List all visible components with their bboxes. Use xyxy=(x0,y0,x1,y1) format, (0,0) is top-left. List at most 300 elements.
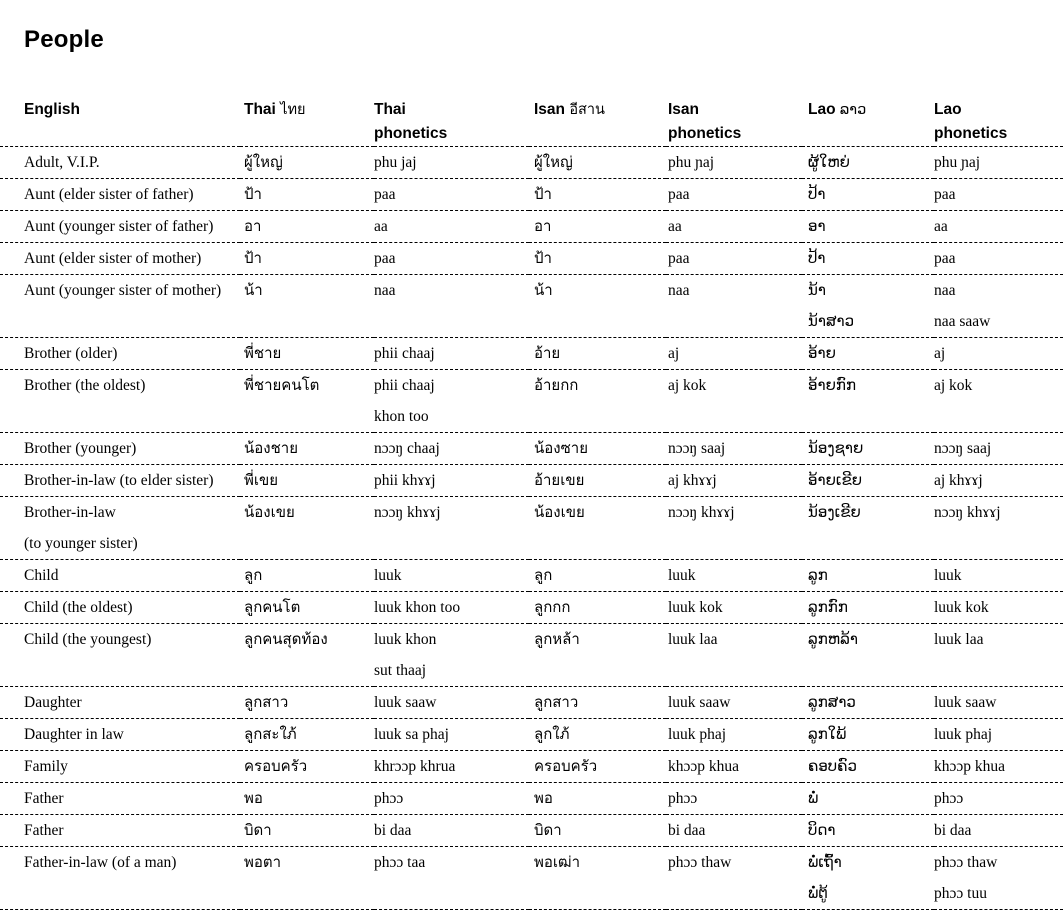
cell-thai-phonetics-line1: paa xyxy=(374,186,396,203)
cell-thai-line1: ลูกสะใภ้ xyxy=(244,725,297,743)
cell-lao-line1: ລູກ xyxy=(808,566,828,584)
cell-isan-line1: ครอบครัว xyxy=(534,757,598,775)
cell-isan-phonetics xyxy=(666,592,802,624)
cell-english-line1: Daughter xyxy=(24,694,82,711)
cell-isan-line1: ป้า xyxy=(534,185,552,203)
cell-thai-line1: น้องชาย xyxy=(244,439,298,457)
cell-thai-phonetics-line1: nɔɔŋ khɤɤj xyxy=(374,504,441,521)
cell-thai-phonetics-line1: phɔɔ xyxy=(374,790,404,807)
page-title: People xyxy=(24,26,104,53)
cell-lao xyxy=(802,783,934,815)
cell-lao-phonetics xyxy=(934,338,1063,370)
cell-thai-phonetics-line1: bi daa xyxy=(374,822,412,839)
column-header-thai-phonetics-label2: phonetics xyxy=(374,125,448,142)
cell-isan-phonetics xyxy=(666,465,802,497)
cell-isan xyxy=(529,847,666,910)
column-header-isan-phonetics xyxy=(666,98,802,147)
cell-lao-line1: ນ້ອງເຂີຍ xyxy=(808,503,861,521)
cell-isan-line1: ผู้ใหญ่ xyxy=(534,153,573,171)
cell-thai-phonetics-line1: phu jaj xyxy=(374,154,417,171)
cell-english xyxy=(0,465,240,497)
table-row xyxy=(0,243,1063,275)
cell-isan-line1: น้า xyxy=(534,281,553,299)
cell-english-line1: Child (the oldest) xyxy=(24,599,133,616)
table-row xyxy=(0,783,1063,815)
cell-thai xyxy=(240,497,374,560)
cell-lao xyxy=(802,243,934,275)
cell-lao-phonetics xyxy=(934,433,1063,465)
column-header-isan-native: อีสาน xyxy=(569,102,605,118)
table-row xyxy=(0,433,1063,465)
table-row xyxy=(0,211,1063,243)
cell-english xyxy=(0,497,240,560)
cell-isan-phonetics xyxy=(666,719,802,751)
cell-english xyxy=(0,370,240,433)
column-header-thai xyxy=(240,98,374,147)
cell-thai-line1: ลูกคนโต xyxy=(244,598,301,616)
cell-isan xyxy=(529,275,666,338)
cell-thai-phonetics xyxy=(374,211,529,243)
cell-thai-line1: พอตา xyxy=(244,853,282,871)
cell-lao xyxy=(802,465,934,497)
cell-lao-line1: ອາ xyxy=(808,217,826,235)
cell-isan-phonetics-line1: bi daa xyxy=(668,822,706,839)
cell-isan-phonetics-line1: luuk kok xyxy=(668,599,723,616)
cell-isan-phonetics xyxy=(666,370,802,433)
cell-lao-phonetics-line1: aa xyxy=(934,218,948,235)
column-header-lao-label: Lao xyxy=(808,101,836,118)
cell-isan-line1: ลูกใภ้ xyxy=(534,725,570,743)
cell-isan xyxy=(529,433,666,465)
cell-isan-phonetics-line1: phu ɲaj xyxy=(668,154,715,171)
cell-lao-line1: ລູກໃພ້ xyxy=(808,725,847,743)
cell-lao-phonetics-line1: luuk laa xyxy=(934,631,984,648)
cell-thai-phonetics-line2: sut thaaj xyxy=(374,662,427,679)
cell-english-line1: Adult, V.I.P. xyxy=(24,154,100,171)
cell-thai-line1: น้า xyxy=(244,281,263,299)
cell-isan-phonetics xyxy=(666,275,802,338)
column-header-lao-phonetics xyxy=(934,98,1063,147)
column-header-lao xyxy=(802,98,934,147)
cell-isan-phonetics-line1: paa xyxy=(668,250,690,267)
cell-thai xyxy=(240,465,374,497)
header-row xyxy=(0,98,1063,147)
cell-thai xyxy=(240,560,374,592)
cell-lao xyxy=(802,275,934,338)
cell-isan-line1: ลูกหล้า xyxy=(534,630,580,648)
cell-thai xyxy=(240,815,374,847)
cell-english-line1: Aunt (elder sister of father) xyxy=(24,186,194,203)
cell-english-line1: Father xyxy=(24,822,64,839)
cell-lao-phonetics-line1: phɔɔ thaw xyxy=(934,854,998,871)
cell-lao-phonetics-line1: paa xyxy=(934,186,956,203)
column-header-thai-phonetics-label: Thai xyxy=(374,101,406,118)
cell-thai xyxy=(240,751,374,783)
cell-isan xyxy=(529,815,666,847)
cell-thai-phonetics xyxy=(374,815,529,847)
cell-thai-phonetics xyxy=(374,275,529,338)
cell-english xyxy=(0,243,240,275)
cell-isan-phonetics-line1: luuk xyxy=(668,567,696,584)
cell-isan-line1: น้องเขย xyxy=(534,503,585,521)
cell-thai-line1: พอ xyxy=(244,789,263,807)
cell-isan-line1: อ้ายเขย xyxy=(534,471,585,489)
table-row xyxy=(0,592,1063,624)
cell-lao xyxy=(802,370,934,433)
column-header-isan-phonetics-label2: phonetics xyxy=(668,125,742,142)
cell-lao-phonetics-line1: paa xyxy=(934,250,956,267)
cell-thai-phonetics xyxy=(374,719,529,751)
cell-thai-line1: ป้า xyxy=(244,185,262,203)
cell-english-line1: Brother (older) xyxy=(24,345,118,362)
cell-isan-phonetics xyxy=(666,783,802,815)
cell-isan-line1: ป้า xyxy=(534,249,552,267)
cell-lao-line1: ນ້ອງຊາຍ xyxy=(808,439,864,457)
cell-thai-line1: น้องเขย xyxy=(244,503,295,521)
table-row xyxy=(0,560,1063,592)
cell-lao-phonetics-line1: luuk saaw xyxy=(934,694,997,711)
cell-thai-phonetics xyxy=(374,687,529,719)
cell-lao-line1: ປ້າ xyxy=(808,185,826,203)
cell-thai-phonetics xyxy=(374,370,529,433)
cell-lao-line1: ອ້າຍ xyxy=(808,344,836,362)
cell-lao-phonetics-line1: luuk kok xyxy=(934,599,989,616)
table-row xyxy=(0,719,1063,751)
cell-thai xyxy=(240,179,374,211)
cell-thai xyxy=(240,783,374,815)
cell-thai xyxy=(240,624,374,687)
cell-thai xyxy=(240,847,374,910)
table-row xyxy=(0,497,1063,560)
cell-lao xyxy=(802,211,934,243)
cell-lao-line1: ປ້າ xyxy=(808,249,826,267)
cell-thai-phonetics xyxy=(374,147,529,179)
cell-english-line1: Father-in-law (of a man) xyxy=(24,854,177,871)
cell-lao-line1: ພໍ່ xyxy=(808,789,819,807)
cell-lao-line1: ຜູ້ໃຫຍ່ xyxy=(808,153,850,171)
cell-thai-line1: ลูกสาว xyxy=(244,693,289,711)
cell-thai-phonetics-line1: aa xyxy=(374,218,388,235)
column-header-lao-phonetics-label2: phonetics xyxy=(934,125,1008,142)
cell-english-line1: Child xyxy=(24,567,59,584)
cell-thai-line1: อา xyxy=(244,217,262,235)
cell-isan-phonetics xyxy=(666,433,802,465)
cell-thai xyxy=(240,243,374,275)
table-row xyxy=(0,275,1063,338)
cell-isan-phonetics-line1: luuk saaw xyxy=(668,694,731,711)
cell-lao-phonetics-line1: luuk phaj xyxy=(934,726,993,743)
cell-lao-phonetics xyxy=(934,465,1063,497)
cell-lao-phonetics xyxy=(934,370,1063,433)
cell-isan-phonetics xyxy=(666,687,802,719)
cell-lao xyxy=(802,687,934,719)
table-row xyxy=(0,370,1063,433)
column-header-isan-label: Isan xyxy=(534,101,566,118)
cell-lao-phonetics xyxy=(934,847,1063,910)
cell-isan xyxy=(529,687,666,719)
cell-thai xyxy=(240,211,374,243)
cell-thai-phonetics xyxy=(374,751,529,783)
cell-isan xyxy=(529,179,666,211)
cell-english xyxy=(0,211,240,243)
cell-english xyxy=(0,179,240,211)
cell-lao-phonetics xyxy=(934,179,1063,211)
cell-isan xyxy=(529,243,666,275)
cell-lao xyxy=(802,751,934,783)
cell-isan-phonetics-line1: phɔɔ xyxy=(668,790,698,807)
cell-thai-line1: พี่ชายคนโต xyxy=(244,376,320,394)
cell-english xyxy=(0,719,240,751)
cell-isan-line1: ลูกกก xyxy=(534,598,571,616)
cell-lao-phonetics xyxy=(934,147,1063,179)
cell-thai xyxy=(240,147,374,179)
cell-thai-phonetics-line1: phii khɤɤj xyxy=(374,472,436,489)
cell-isan-phonetics-line1: khɔɔp khua xyxy=(668,758,740,775)
cell-isan xyxy=(529,624,666,687)
cell-isan-phonetics-line1: aj kok xyxy=(668,377,707,394)
cell-lao-line2: ນ້າສາວ xyxy=(808,312,855,330)
cell-thai-phonetics xyxy=(374,560,529,592)
cell-thai-phonetics-line1: luuk khon xyxy=(374,631,437,648)
cell-lao-phonetics-line1: naa xyxy=(934,282,956,299)
cell-isan-phonetics xyxy=(666,147,802,179)
cell-lao-phonetics xyxy=(934,687,1063,719)
cell-thai-phonetics-line1: phɔɔ taa xyxy=(374,854,426,871)
cell-isan-phonetics-line1: aa xyxy=(668,218,682,235)
cell-lao-phonetics xyxy=(934,815,1063,847)
cell-isan-phonetics xyxy=(666,338,802,370)
cell-lao-line1: ນ້າ xyxy=(808,281,826,299)
cell-isan-phonetics xyxy=(666,847,802,910)
cell-isan-line1: อา xyxy=(534,217,552,235)
cell-isan-line1: บิดา xyxy=(534,821,562,839)
cell-lao xyxy=(802,497,934,560)
cell-lao-phonetics-line1: luuk xyxy=(934,567,962,584)
cell-lao-line1: ບິດາ xyxy=(808,821,836,839)
cell-english xyxy=(0,275,240,338)
cell-isan-phonetics xyxy=(666,815,802,847)
cell-lao xyxy=(802,815,934,847)
cell-thai-phonetics-line1: khrɔɔp khrua xyxy=(374,758,456,775)
cell-lao-phonetics xyxy=(934,275,1063,338)
cell-thai xyxy=(240,433,374,465)
cell-lao-phonetics xyxy=(934,719,1063,751)
cell-thai-phonetics xyxy=(374,783,529,815)
cell-english xyxy=(0,592,240,624)
cell-lao-phonetics xyxy=(934,592,1063,624)
cell-isan-phonetics xyxy=(666,179,802,211)
cell-lao-line1: ຄອບຄົວ xyxy=(808,757,857,775)
cell-lao xyxy=(802,592,934,624)
cell-english-line1: Aunt (younger sister of father) xyxy=(24,218,214,235)
column-header-thai-label: Thai xyxy=(244,101,276,118)
cell-lao xyxy=(802,847,934,910)
cell-lao-phonetics-line1: nɔɔŋ khɤɤj xyxy=(934,504,1001,521)
cell-isan xyxy=(529,783,666,815)
cell-isan xyxy=(529,719,666,751)
cell-english-line1: Brother (the oldest) xyxy=(24,377,146,394)
column-header-lao-native: ລາວ xyxy=(839,102,867,118)
cell-isan-phonetics xyxy=(666,497,802,560)
cell-isan-line1: ลูกสาว xyxy=(534,693,579,711)
cell-thai xyxy=(240,370,374,433)
cell-lao-phonetics-line1: phɔɔ xyxy=(934,790,964,807)
cell-thai-line1: พี่เขย xyxy=(244,471,279,489)
cell-isan-phonetics xyxy=(666,751,802,783)
cell-lao-phonetics-line2: naa saaw xyxy=(934,313,991,330)
cell-english-line1: Aunt (elder sister of mother) xyxy=(24,250,202,267)
cell-lao-phonetics-line2: phɔɔ tuu xyxy=(934,885,987,902)
column-header-english-label: English xyxy=(24,101,80,118)
cell-thai-phonetics xyxy=(374,243,529,275)
cell-lao-phonetics xyxy=(934,243,1063,275)
column-header-lao-phonetics-label: Lao xyxy=(934,101,962,118)
cell-thai-line1: ครอบครัว xyxy=(244,757,308,775)
cell-lao-line1: ລູກກົກ xyxy=(808,598,848,616)
cell-lao-phonetics-line1: aj xyxy=(934,345,946,362)
cell-thai-phonetics xyxy=(374,465,529,497)
cell-lao-phonetics-line1: phu ɲaj xyxy=(934,154,981,171)
cell-lao-phonetics-line1: khɔɔp khua xyxy=(934,758,1006,775)
cell-english-line1: Child (the youngest) xyxy=(24,631,152,648)
cell-thai-phonetics-line1: luuk khon too xyxy=(374,599,461,616)
cell-isan xyxy=(529,370,666,433)
cell-isan-phonetics xyxy=(666,624,802,687)
cell-lao xyxy=(802,719,934,751)
cell-isan xyxy=(529,465,666,497)
cell-isan-phonetics xyxy=(666,243,802,275)
cell-isan-phonetics-line1: nɔɔŋ khɤɤj xyxy=(668,504,735,521)
cell-isan-phonetics-line1: nɔɔŋ saaj xyxy=(668,440,726,457)
column-header-isan-phonetics-label: Isan xyxy=(668,101,700,118)
cell-english xyxy=(0,847,240,910)
cell-lao-line1: ລູກສາວ xyxy=(808,693,856,711)
table-row xyxy=(0,179,1063,211)
cell-isan-line1: อ้ายกก xyxy=(534,376,579,394)
cell-lao xyxy=(802,433,934,465)
cell-thai-line1: ผู้ใหญ่ xyxy=(244,153,283,171)
cell-lao xyxy=(802,624,934,687)
cell-english xyxy=(0,751,240,783)
table-row xyxy=(0,751,1063,783)
cell-english xyxy=(0,338,240,370)
cell-english-line1: Daughter in law xyxy=(24,726,124,743)
cell-thai-phonetics xyxy=(374,592,529,624)
cell-thai-phonetics-line1: phii chaaj xyxy=(374,345,435,362)
cell-isan-phonetics xyxy=(666,560,802,592)
cell-thai-phonetics xyxy=(374,433,529,465)
cell-lao-phonetics xyxy=(934,783,1063,815)
cell-lao xyxy=(802,560,934,592)
cell-thai-phonetics-line1: phii chaaj xyxy=(374,377,435,394)
table-body xyxy=(0,147,1063,910)
table-row xyxy=(0,147,1063,179)
column-header-isan xyxy=(529,98,666,147)
table-row xyxy=(0,847,1063,910)
cell-isan-line1: พอ xyxy=(534,789,553,807)
cell-isan-phonetics-line1: aj khɤɤj xyxy=(668,472,717,489)
cell-english-line2: (to younger sister) xyxy=(24,535,138,552)
cell-lao-phonetics-line1: nɔɔŋ saaj xyxy=(934,440,992,457)
vocabulary-table xyxy=(0,98,1063,910)
cell-lao-phonetics xyxy=(934,497,1063,560)
cell-english xyxy=(0,783,240,815)
cell-isan-line1: อ้าย xyxy=(534,344,561,362)
cell-isan-phonetics xyxy=(666,211,802,243)
cell-thai-phonetics-line2: khon too xyxy=(374,408,429,425)
cell-thai-phonetics-line1: naa xyxy=(374,282,396,299)
cell-lao xyxy=(802,338,934,370)
cell-thai-phonetics-line1: luuk sa phaj xyxy=(374,726,449,743)
cell-isan-phonetics-line1: paa xyxy=(668,186,690,203)
cell-thai-phonetics-line1: luuk saaw xyxy=(374,694,437,711)
table-row xyxy=(0,687,1063,719)
cell-lao-phonetics xyxy=(934,624,1063,687)
cell-thai-line1: พี่ชาย xyxy=(244,344,282,362)
cell-isan-phonetics-line1: phɔɔ thaw xyxy=(668,854,732,871)
cell-english-line1: Brother-in-law xyxy=(24,504,116,521)
cell-isan xyxy=(529,751,666,783)
cell-thai-phonetics-line1: paa xyxy=(374,250,396,267)
cell-english-line1: Brother-in-law (to elder sister) xyxy=(24,472,214,489)
cell-lao xyxy=(802,147,934,179)
cell-english xyxy=(0,687,240,719)
cell-english xyxy=(0,624,240,687)
cell-isan-phonetics-line1: aj xyxy=(668,345,680,362)
cell-lao-line1: ອ້າຍເຂີຍ xyxy=(808,471,863,489)
cell-thai-line1: บิดา xyxy=(244,821,272,839)
cell-thai xyxy=(240,687,374,719)
cell-english-line1: Family xyxy=(24,758,68,775)
cell-english xyxy=(0,433,240,465)
cell-thai-phonetics xyxy=(374,624,529,687)
cell-isan-line1: พอเฒ่า xyxy=(534,853,580,871)
cell-lao-phonetics-line1: aj khɤɤj xyxy=(934,472,983,489)
cell-isan-phonetics-line1: naa xyxy=(668,282,690,299)
column-header-english xyxy=(0,98,240,147)
cell-isan-phonetics-line1: luuk laa xyxy=(668,631,718,648)
cell-lao-line2: ພໍ່ຕູ້ xyxy=(808,884,828,902)
cell-thai-line1: ป้า xyxy=(244,249,262,267)
cell-lao-phonetics-line1: aj kok xyxy=(934,377,973,394)
cell-english xyxy=(0,815,240,847)
cell-english xyxy=(0,147,240,179)
table-header xyxy=(0,98,1063,147)
cell-english-line1: Father xyxy=(24,790,64,807)
table-row xyxy=(0,465,1063,497)
cell-isan xyxy=(529,497,666,560)
cell-english xyxy=(0,560,240,592)
cell-lao-phonetics xyxy=(934,211,1063,243)
cell-isan xyxy=(529,211,666,243)
cell-lao-phonetics-line1: bi daa xyxy=(934,822,972,839)
cell-thai-phonetics xyxy=(374,497,529,560)
cell-isan xyxy=(529,147,666,179)
cell-isan xyxy=(529,338,666,370)
cell-thai-phonetics xyxy=(374,338,529,370)
cell-thai-phonetics-line1: luuk xyxy=(374,567,402,584)
cell-isan xyxy=(529,592,666,624)
cell-lao-line1: ລູກຫລ້າ xyxy=(808,630,858,648)
cell-isan-line1: ลูก xyxy=(534,566,553,584)
cell-thai-phonetics-line1: nɔɔŋ chaaj xyxy=(374,440,440,457)
cell-thai xyxy=(240,592,374,624)
column-header-thai-phonetics xyxy=(374,98,529,147)
cell-lao-line1: ອ້າຍກົກ xyxy=(808,376,857,394)
cell-thai-phonetics xyxy=(374,847,529,910)
table-row xyxy=(0,624,1063,687)
cell-lao xyxy=(802,179,934,211)
